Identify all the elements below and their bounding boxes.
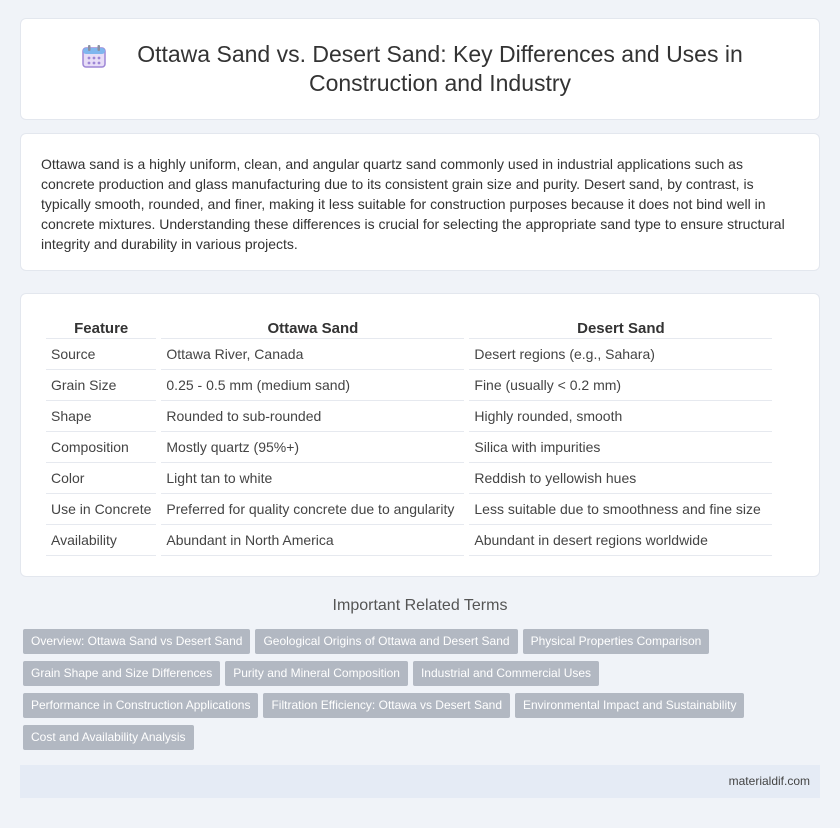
title-wrap bbox=[80, 40, 760, 98]
related-term-tag[interactable]: Purity and Mineral Composition bbox=[225, 661, 408, 686]
related-term-tag[interactable]: Industrial and Commercial Uses bbox=[413, 661, 599, 686]
intro-card bbox=[20, 133, 820, 271]
row-desert-value: Reddish to yellowish hues bbox=[469, 463, 772, 494]
row-ottawa-value: Mostly quartz (95%+) bbox=[161, 432, 464, 463]
row-ottawa-value: Rounded to sub-rounded bbox=[161, 401, 464, 432]
table-header-row bbox=[46, 312, 772, 339]
related-term-tag[interactable]: Performance in Construction Applications bbox=[23, 693, 258, 718]
related-terms-list bbox=[23, 629, 823, 757]
header-ottawa-sand: Ottawa Sand bbox=[161, 312, 464, 339]
row-desert-value: Highly rounded, smooth bbox=[469, 401, 772, 432]
row-ottawa-value: Ottawa River, Canada bbox=[161, 339, 464, 370]
related-term-tag[interactable]: Grain Shape and Size Differences bbox=[23, 661, 220, 686]
page-title: Ottawa Sand vs. Desert Sand: Key Differences and Uses in Construction and Industry bbox=[137, 41, 743, 96]
title-card bbox=[20, 18, 820, 120]
header-feature: Feature bbox=[46, 312, 156, 339]
related-term-tag[interactable]: Filtration Efficiency: Ottawa vs Desert Sand bbox=[263, 693, 510, 718]
table-row bbox=[46, 525, 772, 556]
related-term-tag[interactable]: Cost and Availability Analysis bbox=[23, 725, 194, 750]
table-row bbox=[46, 401, 772, 432]
footer-site-link[interactable]: materialdif.com bbox=[728, 774, 810, 788]
row-desert-value: Desert regions (e.g., Sahara) bbox=[469, 339, 772, 370]
row-feature: Source bbox=[46, 339, 156, 370]
intro-paragraph: Ottawa sand is a highly uniform, clean, and angular quartz sand commonly used in industrial applications such as concrete production and glass manufacturing due to its consistent grain size and purity. Desert sand, by contrast, is typically smooth, rounded, and finer, making it less suitable for construction purposes because it does not bind well in concrete mixtures. Understanding these differences is crucial for selecting the appropriate sand type to ensure structural integrity and durability in various projects. bbox=[41, 156, 785, 252]
related-terms-title: Important Related Terms bbox=[332, 597, 508, 614]
footer bbox=[20, 765, 820, 798]
comparison-table bbox=[41, 312, 777, 556]
row-desert-value: Silica with impurities bbox=[469, 432, 772, 463]
row-feature: Color bbox=[46, 463, 156, 494]
related-term-tag[interactable]: Geological Origins of Ottawa and Desert Sand bbox=[255, 629, 517, 654]
related-term-tag[interactable]: Environmental Impact and Sustainability bbox=[515, 693, 744, 718]
row-ottawa-value: 0.25 - 0.5 mm (medium sand) bbox=[161, 370, 464, 401]
related-term-tag[interactable]: Overview: Ottawa Sand vs Desert Sand bbox=[23, 629, 250, 654]
row-ottawa-value: Abundant in North America bbox=[161, 525, 464, 556]
table-row bbox=[46, 432, 772, 463]
table-row bbox=[46, 339, 772, 370]
row-ottawa-value: Light tan to white bbox=[161, 463, 464, 494]
row-feature: Composition bbox=[46, 432, 156, 463]
comparison-table-card bbox=[20, 293, 820, 577]
row-feature: Use in Concrete bbox=[46, 494, 156, 525]
row-ottawa-value: Preferred for quality concrete due to angularity bbox=[161, 494, 464, 525]
table-row bbox=[46, 463, 772, 494]
table-row bbox=[46, 370, 772, 401]
row-feature: Grain Size bbox=[46, 370, 156, 401]
header-desert-sand: Desert Sand bbox=[469, 312, 772, 339]
row-desert-value: Abundant in desert regions worldwide bbox=[469, 525, 772, 556]
row-feature: Shape bbox=[46, 401, 156, 432]
row-feature: Availability bbox=[46, 525, 156, 556]
row-desert-value: Fine (usually < 0.2 mm) bbox=[469, 370, 772, 401]
table-row bbox=[46, 494, 772, 525]
calendar-icon bbox=[80, 42, 108, 70]
related-term-tag[interactable]: Physical Properties Comparison bbox=[523, 629, 710, 654]
row-desert-value: Less suitable due to smoothness and fine size bbox=[469, 494, 772, 525]
